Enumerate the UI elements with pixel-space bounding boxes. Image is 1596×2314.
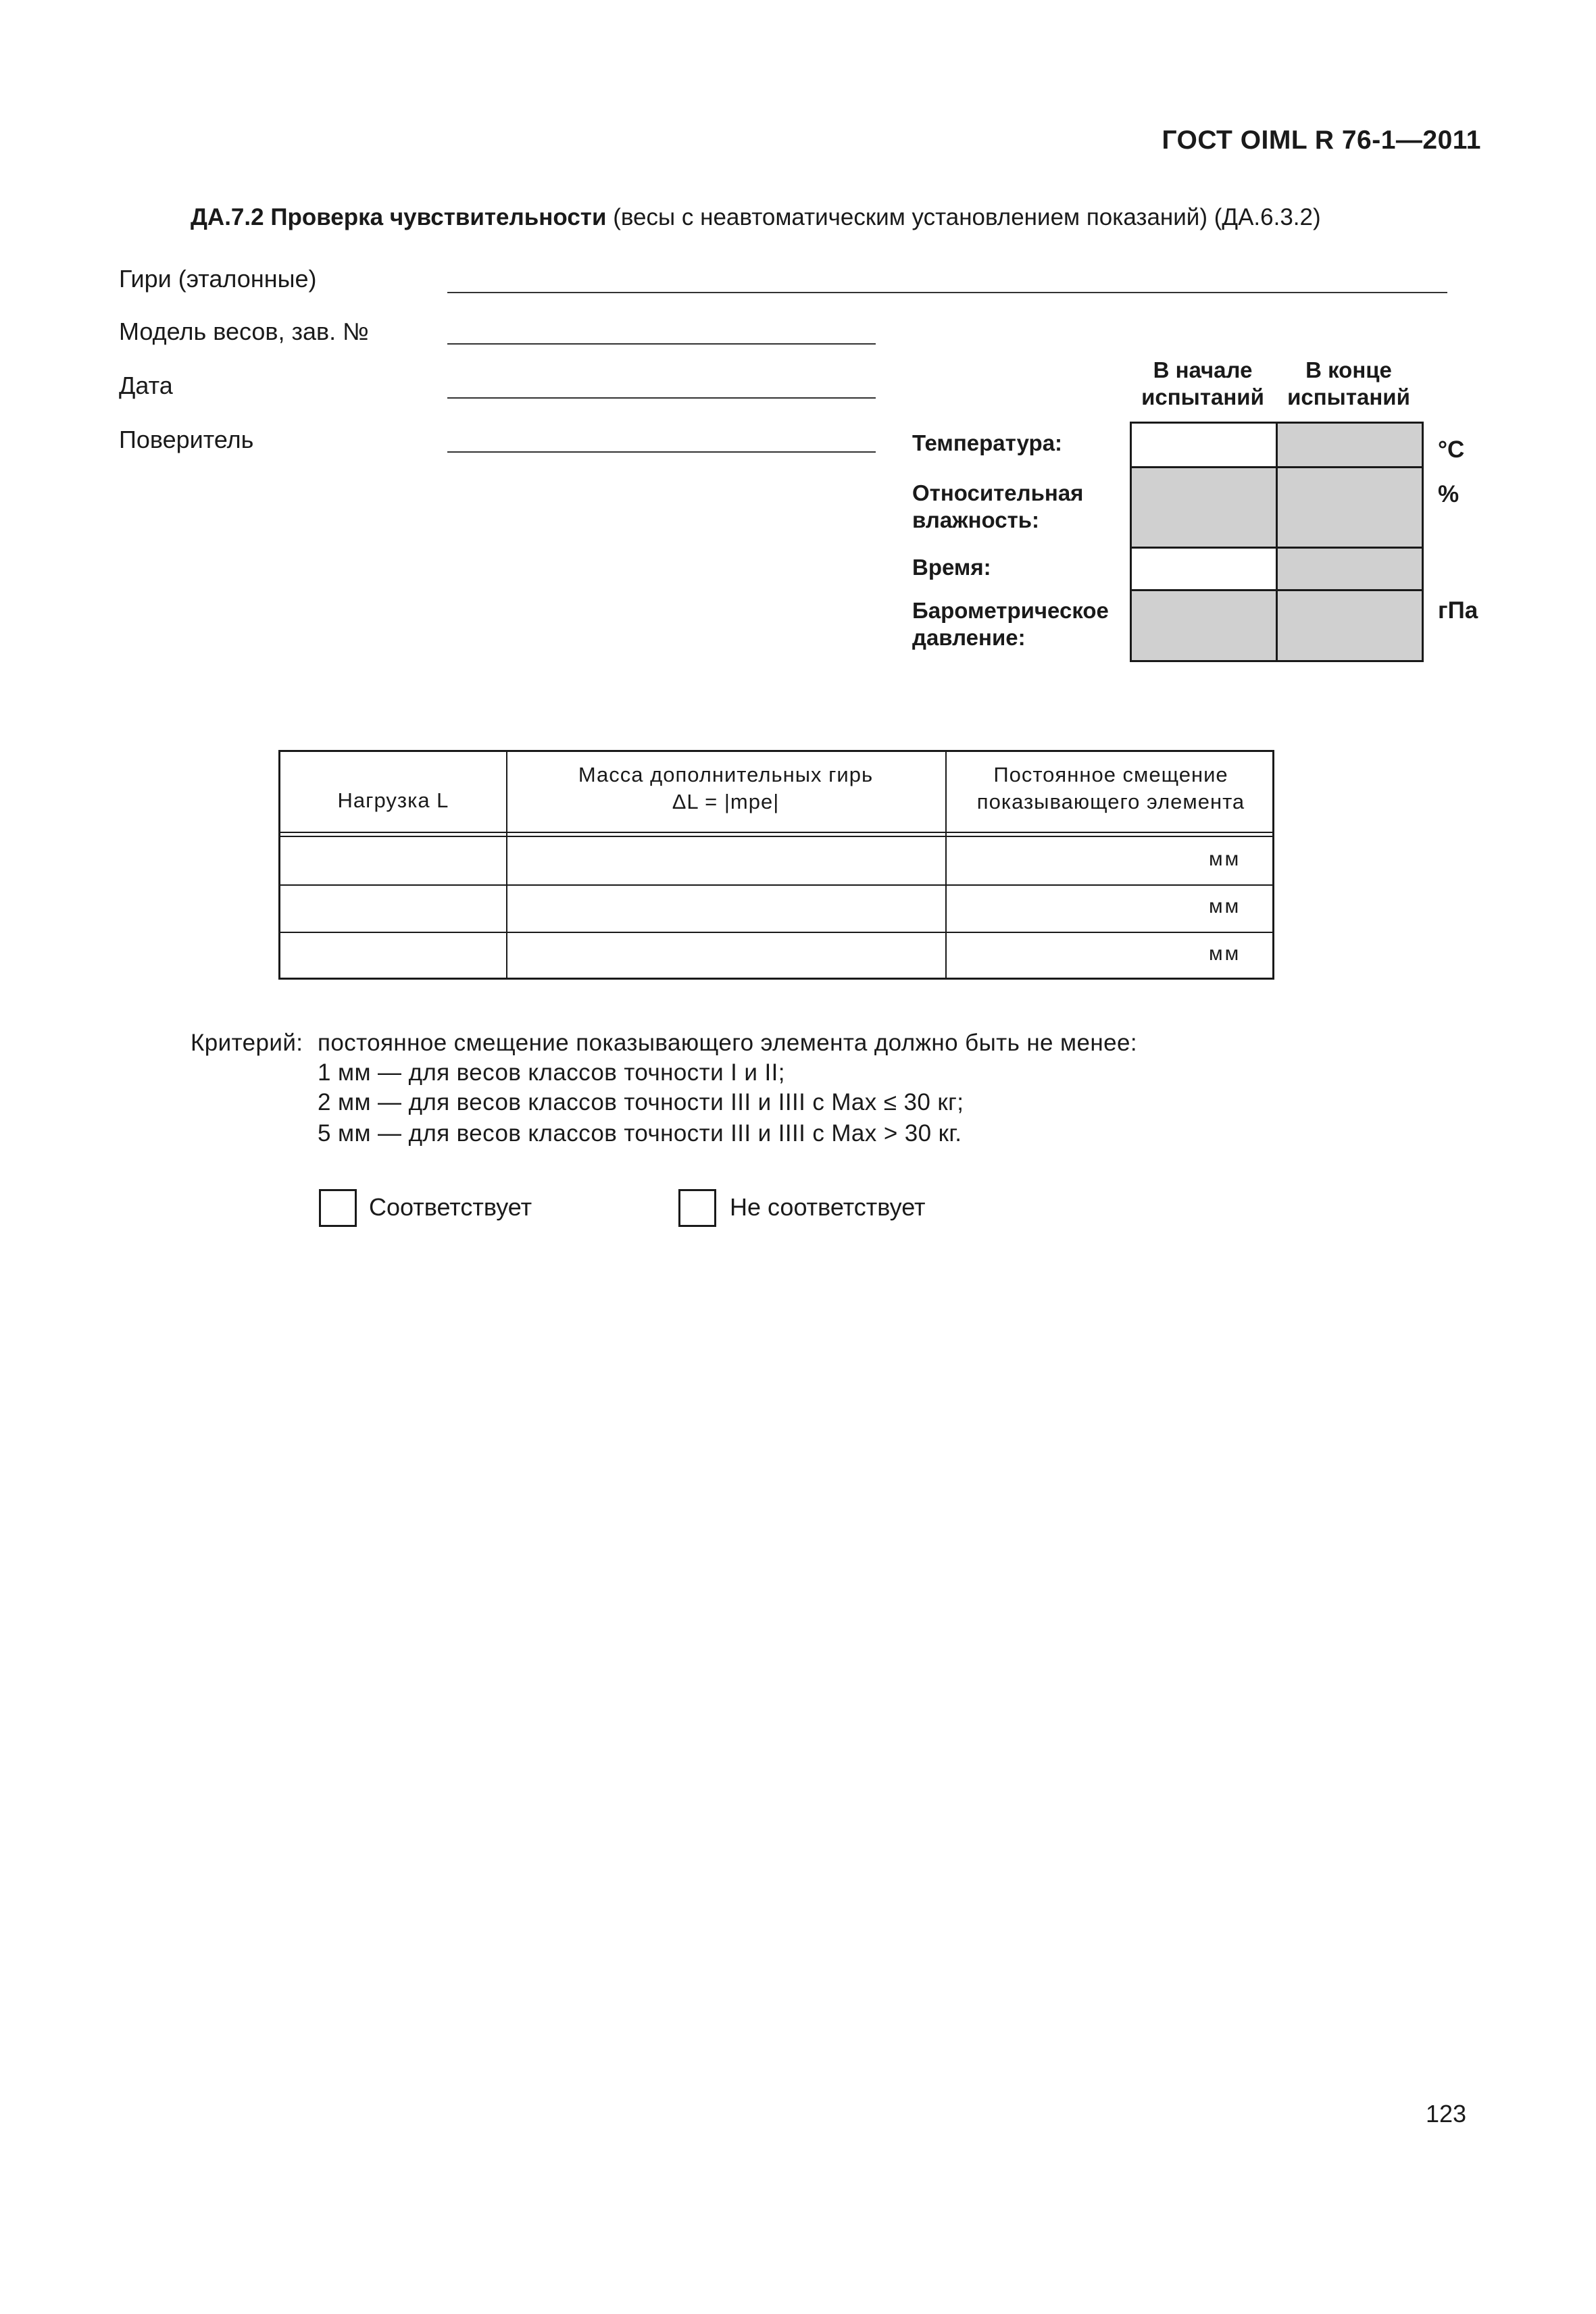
verifier-label: Поверитель bbox=[119, 426, 254, 453]
unit-pressure: гПа bbox=[1438, 597, 1478, 624]
section-number: ДА.7.2 bbox=[191, 204, 264, 230]
standard-code: ГОСТ OIML R 76-1—2011 bbox=[1162, 126, 1481, 155]
criterion-label: Критерий: bbox=[191, 1030, 303, 1056]
time-end-cell[interactable] bbox=[1276, 547, 1424, 591]
table-header-mass: Масса дополнительных гирь ΔL = |mpe| bbox=[578, 763, 874, 813]
verifier-field[interactable] bbox=[447, 451, 876, 453]
table-unit-mm: мм bbox=[1209, 942, 1241, 965]
humidity-end-cell[interactable] bbox=[1276, 466, 1424, 549]
time-label: Время: bbox=[912, 555, 991, 580]
criterion-line-2: 2 мм — для весов классов точности III и IIII с Max ≤ 30 кг; bbox=[318, 1089, 964, 1115]
unit-temperature: °C bbox=[1438, 436, 1465, 463]
humidity-label: Относительная влажность: bbox=[912, 480, 1084, 532]
fail-label: Не соответствует bbox=[730, 1193, 926, 1221]
criterion-line-1: 1 мм — для весов классов точности I и II; bbox=[318, 1059, 785, 1086]
temperature-label: Температура: bbox=[912, 430, 1063, 455]
fail-checkbox[interactable] bbox=[678, 1189, 716, 1227]
date-field[interactable] bbox=[447, 397, 876, 399]
table-header-rule bbox=[280, 832, 1272, 833]
temperature-start-cell[interactable] bbox=[1130, 422, 1278, 468]
pass-checkbox[interactable] bbox=[319, 1189, 357, 1227]
table-unit-mm: мм bbox=[1209, 895, 1241, 917]
col-end-header: В конце испытаний bbox=[1287, 357, 1410, 409]
time-start-cell[interactable] bbox=[1130, 547, 1278, 591]
table-header-load: Нагрузка L bbox=[337, 788, 449, 812]
table-unit-mm: мм bbox=[1209, 848, 1241, 870]
humidity-start-cell[interactable] bbox=[1130, 466, 1278, 549]
weights-label: Гири (эталонные) bbox=[119, 265, 317, 293]
section-heading bbox=[191, 204, 1321, 231]
pressure-label: Барометрическое давление: bbox=[912, 598, 1109, 650]
table-header-shift: Постоянное смещение показывающего элемента bbox=[976, 763, 1245, 813]
page-number: 123 bbox=[1426, 2100, 1467, 2128]
criterion-line-3: 5 мм — для весов классов точности III и IIII с Max > 30 кг. bbox=[318, 1120, 962, 1147]
model-field[interactable] bbox=[447, 343, 876, 345]
section-title: Проверка чувствительности bbox=[270, 204, 607, 230]
unit-humidity: % bbox=[1438, 481, 1460, 507]
temperature-end-cell[interactable] bbox=[1276, 422, 1424, 468]
pass-label: Соответствует bbox=[369, 1193, 532, 1221]
criterion-text: постоянное смещение показывающего элемента должно быть не менее: bbox=[318, 1030, 1137, 1056]
table-row-rule bbox=[280, 884, 1272, 886]
col-start-header: В начале испытаний bbox=[1141, 357, 1264, 409]
table-header-rule bbox=[280, 836, 1272, 837]
pressure-end-cell[interactable] bbox=[1276, 589, 1424, 662]
date-label: Дата bbox=[119, 372, 173, 399]
pressure-start-cell[interactable] bbox=[1130, 589, 1278, 662]
section-note: (весы с неавтоматическим установлением показаний) (ДА.6.3.2) bbox=[613, 204, 1321, 230]
sensitivity-table bbox=[278, 750, 1274, 980]
model-label: Модель весов, зав. № bbox=[119, 318, 369, 345]
weights-field[interactable] bbox=[447, 292, 1447, 293]
table-row-rule bbox=[280, 932, 1272, 933]
